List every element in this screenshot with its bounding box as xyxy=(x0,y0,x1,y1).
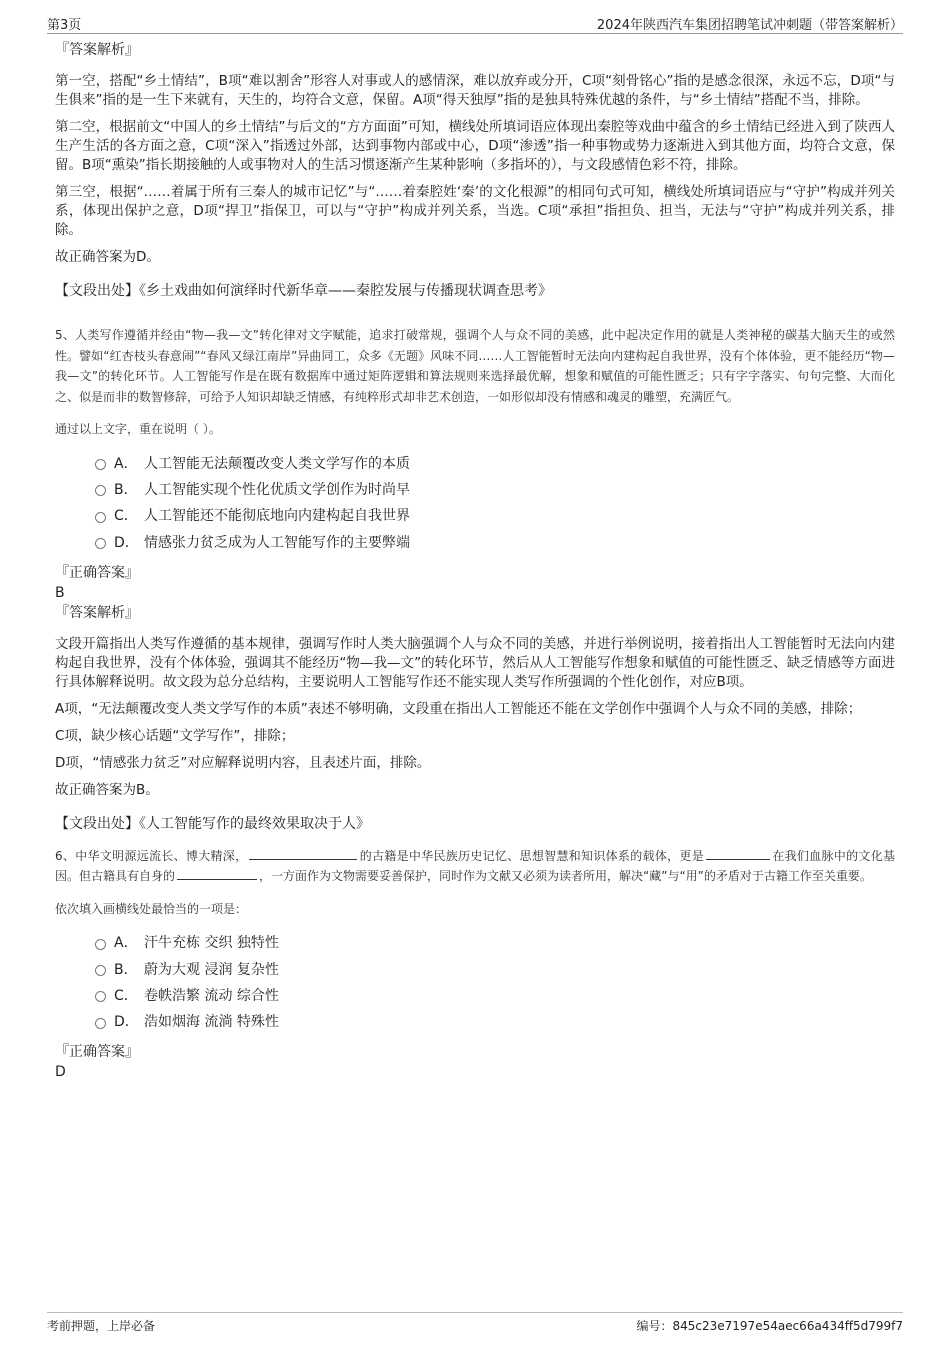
option-d[interactable]: D． 情感张力贫乏成为人工智能写作的主要弊端 xyxy=(95,528,895,554)
page-footer xyxy=(47,1312,903,1335)
source-citation: 【文段出处】《人工智能写作的最终效果取决于人》 xyxy=(55,815,370,832)
answer-blank xyxy=(249,847,357,860)
analysis-paragraph: 第三空，根据“……着属于所有三秦人的城市记忆”与“……着秦腔姓‘秦’的文化根源”的相同句式可知，横线处所填词语应与“守护”构成并列关系，体现出保护之意，D项“捍卫”指保卫，可以与“守护”构成并列关系，当选。C项“承担”指担负、担当，无法与“守护”构成并列关系，排除。 xyxy=(55,184,895,238)
question-prompt: 依次填入画横线处最恰当的一项是： xyxy=(55,901,248,916)
analysis-paragraph: 第一空，搭配“乡土情结”，B项“难以割舍”形容人对事或人的感情深，难以放弃或分开，C项“刻骨铭心”指的是感念很深，永远不忘，D项“与生俱来”指的是一生下来就有，天生的，均符合文意，保留。A项“得天独厚”指的是独具特殊优越的条件，与“乡土情结”搭配不当，排除。 xyxy=(55,73,895,108)
question-5 xyxy=(55,325,895,834)
radio-icon[interactable] xyxy=(95,939,106,950)
radio-icon[interactable] xyxy=(95,991,106,1002)
option-a[interactable]: A． 汗牛充栋 交织 独特性 xyxy=(95,929,895,955)
document-id: 编号：845c23e7197e54aec66a434ff5d799f7 xyxy=(636,1319,903,1333)
option-c[interactable]: C． 卷帙浩繁 流动 综合性 xyxy=(95,982,895,1008)
analysis-paragraph: D项，“情感张力贫乏”对应解释说明内容，且表述片面，排除。 xyxy=(55,754,431,771)
radio-icon[interactable] xyxy=(95,965,106,976)
page-content xyxy=(55,40,895,1082)
answer-blank xyxy=(706,847,770,860)
question-prompt: 通过以上文字，重在说明（ ）。 xyxy=(55,422,221,436)
correct-answer: B xyxy=(55,584,65,601)
option-b[interactable]: B． 人工智能实现个性化优质文学创作为时尚早 xyxy=(95,476,895,502)
radio-icon[interactable] xyxy=(95,1018,106,1029)
conclusion: 故正确答案为D。 xyxy=(55,249,160,265)
analysis-paragraph: 文段开篇指出人类写作遵循的基本规律，强调写作时人类大脑强调个人与众不同的美感，并进行举例说明，接着指出人工智能暂时无法向内建构起自我世界，没有个体体验，强调其不能经历“物—我—文”的转化环节，然后从人工智能写作想象和赋值的可能性匮乏、缺乏情感等方面进行具体解释说明。故文段为总分总结构，主要说明人工智能写作还不能实现人类写作所强调的个性化创作，对应B项。 xyxy=(55,635,895,690)
q4-analysis xyxy=(55,40,895,301)
question-stem: 6、中华文明源远流长、博大精深， 的古籍是中华民族历史记忆、思想智慧和知识体系的载体，更是 在我们血脉中的文化基因。但古籍具有自身的 ，一方面作为文物需要妥善保护，同时作为文献又必须为读者所用，解决“藏”与“用”的矛盾对于古籍工作至关重要。 xyxy=(55,848,895,884)
option-b[interactable]: B． 蔚为大观 浸润 复杂性 xyxy=(95,955,895,981)
analysis-label: 『答案解析』 xyxy=(55,42,139,58)
options-list xyxy=(95,929,895,1034)
analysis-paragraph: C项，缺少核心话题“文学写作”，排除； xyxy=(55,727,295,744)
analysis-paragraph: A项，“无法颠覆改变人类文学写作的本质”表述不够明确，文段重在指出人工智能还不能在文学创作中强调个人与众不同的美感，排除； xyxy=(55,700,862,717)
options-list xyxy=(95,450,895,555)
option-a[interactable]: A． 人工智能无法颠覆改变人类文学写作的本质 xyxy=(95,450,895,476)
footer-slogan: 考前押题，上岸必备 xyxy=(47,1319,156,1333)
question-6 xyxy=(55,846,895,1083)
question-stem: 5、人类写作遵循并经由“物—我—文”转化律对文字赋能，追求打破常规，强调个人与众不同的美感，此中起决定作用的就是人类神秘的碳基大脑天生的或然性。譬如“红杏枝头春意闹”“春风又绿江南岸”异曲同工，众多《无题》风味不同……人工智能暂时无法向内建构起自我世界，没有个体体验，更不能经历“物—我—文”的转化环节。人工智能写作是在既有数据库中通过矩阵逻辑和算法规则来选择最优解，想象和赋值的可能性匮乏；只有字字落实、句句完整、大而化之、似是而非的数智修辞，可给予人知识却缺乏情感，有纯粹形式却非艺术创造，一如形似却没有情感和魂灵的雕塑，充满匠气。 xyxy=(55,328,895,404)
radio-icon[interactable] xyxy=(95,459,106,470)
analysis-paragraph: 第二空，根据前文“中国人的乡土情结”与后文的“方方面面”可知，横线处所填词语应体现出秦腔等戏曲中蕴含的乡土情结已经进入到了陕西人生产生活的各方面之意，C项“深入”指透过外部，达到事物内部或中心，D项“渗透”指一种事物或势力逐渐进入到其他方面，均符合文意，保留。B项“熏染”指长期接触的人或事物对人的生活习惯逐渐产生某种影响（多指坏的），与文段感情色彩不符，排除。 xyxy=(55,119,895,173)
option-d[interactable]: D． 浩如烟海 流淌 特殊性 xyxy=(95,1008,895,1034)
document-title: 2024年陕西汽车集团招聘笔试冲刺题（带答案解析） xyxy=(596,18,903,33)
answer-label: 『正确答案』 xyxy=(55,564,139,581)
analysis-label: 『答案解析』 xyxy=(55,604,139,621)
page-header xyxy=(47,13,903,34)
page-number: 第3页 xyxy=(47,18,82,33)
radio-icon[interactable] xyxy=(95,538,106,549)
radio-icon[interactable] xyxy=(95,485,106,496)
radio-icon[interactable] xyxy=(95,512,106,523)
answer-label: 『正确答案』 xyxy=(55,1044,139,1061)
option-c[interactable]: C． 人工智能还不能彻底地向内建构起自我世界 xyxy=(95,502,895,528)
source-citation: 【文段出处】《乡土戏曲如何演绎时代新华章——秦腔发展与传播现状调查思考》 xyxy=(55,283,552,299)
correct-answer: D xyxy=(55,1064,66,1081)
answer-blank xyxy=(177,867,257,880)
conclusion: 故正确答案为B。 xyxy=(55,781,159,798)
